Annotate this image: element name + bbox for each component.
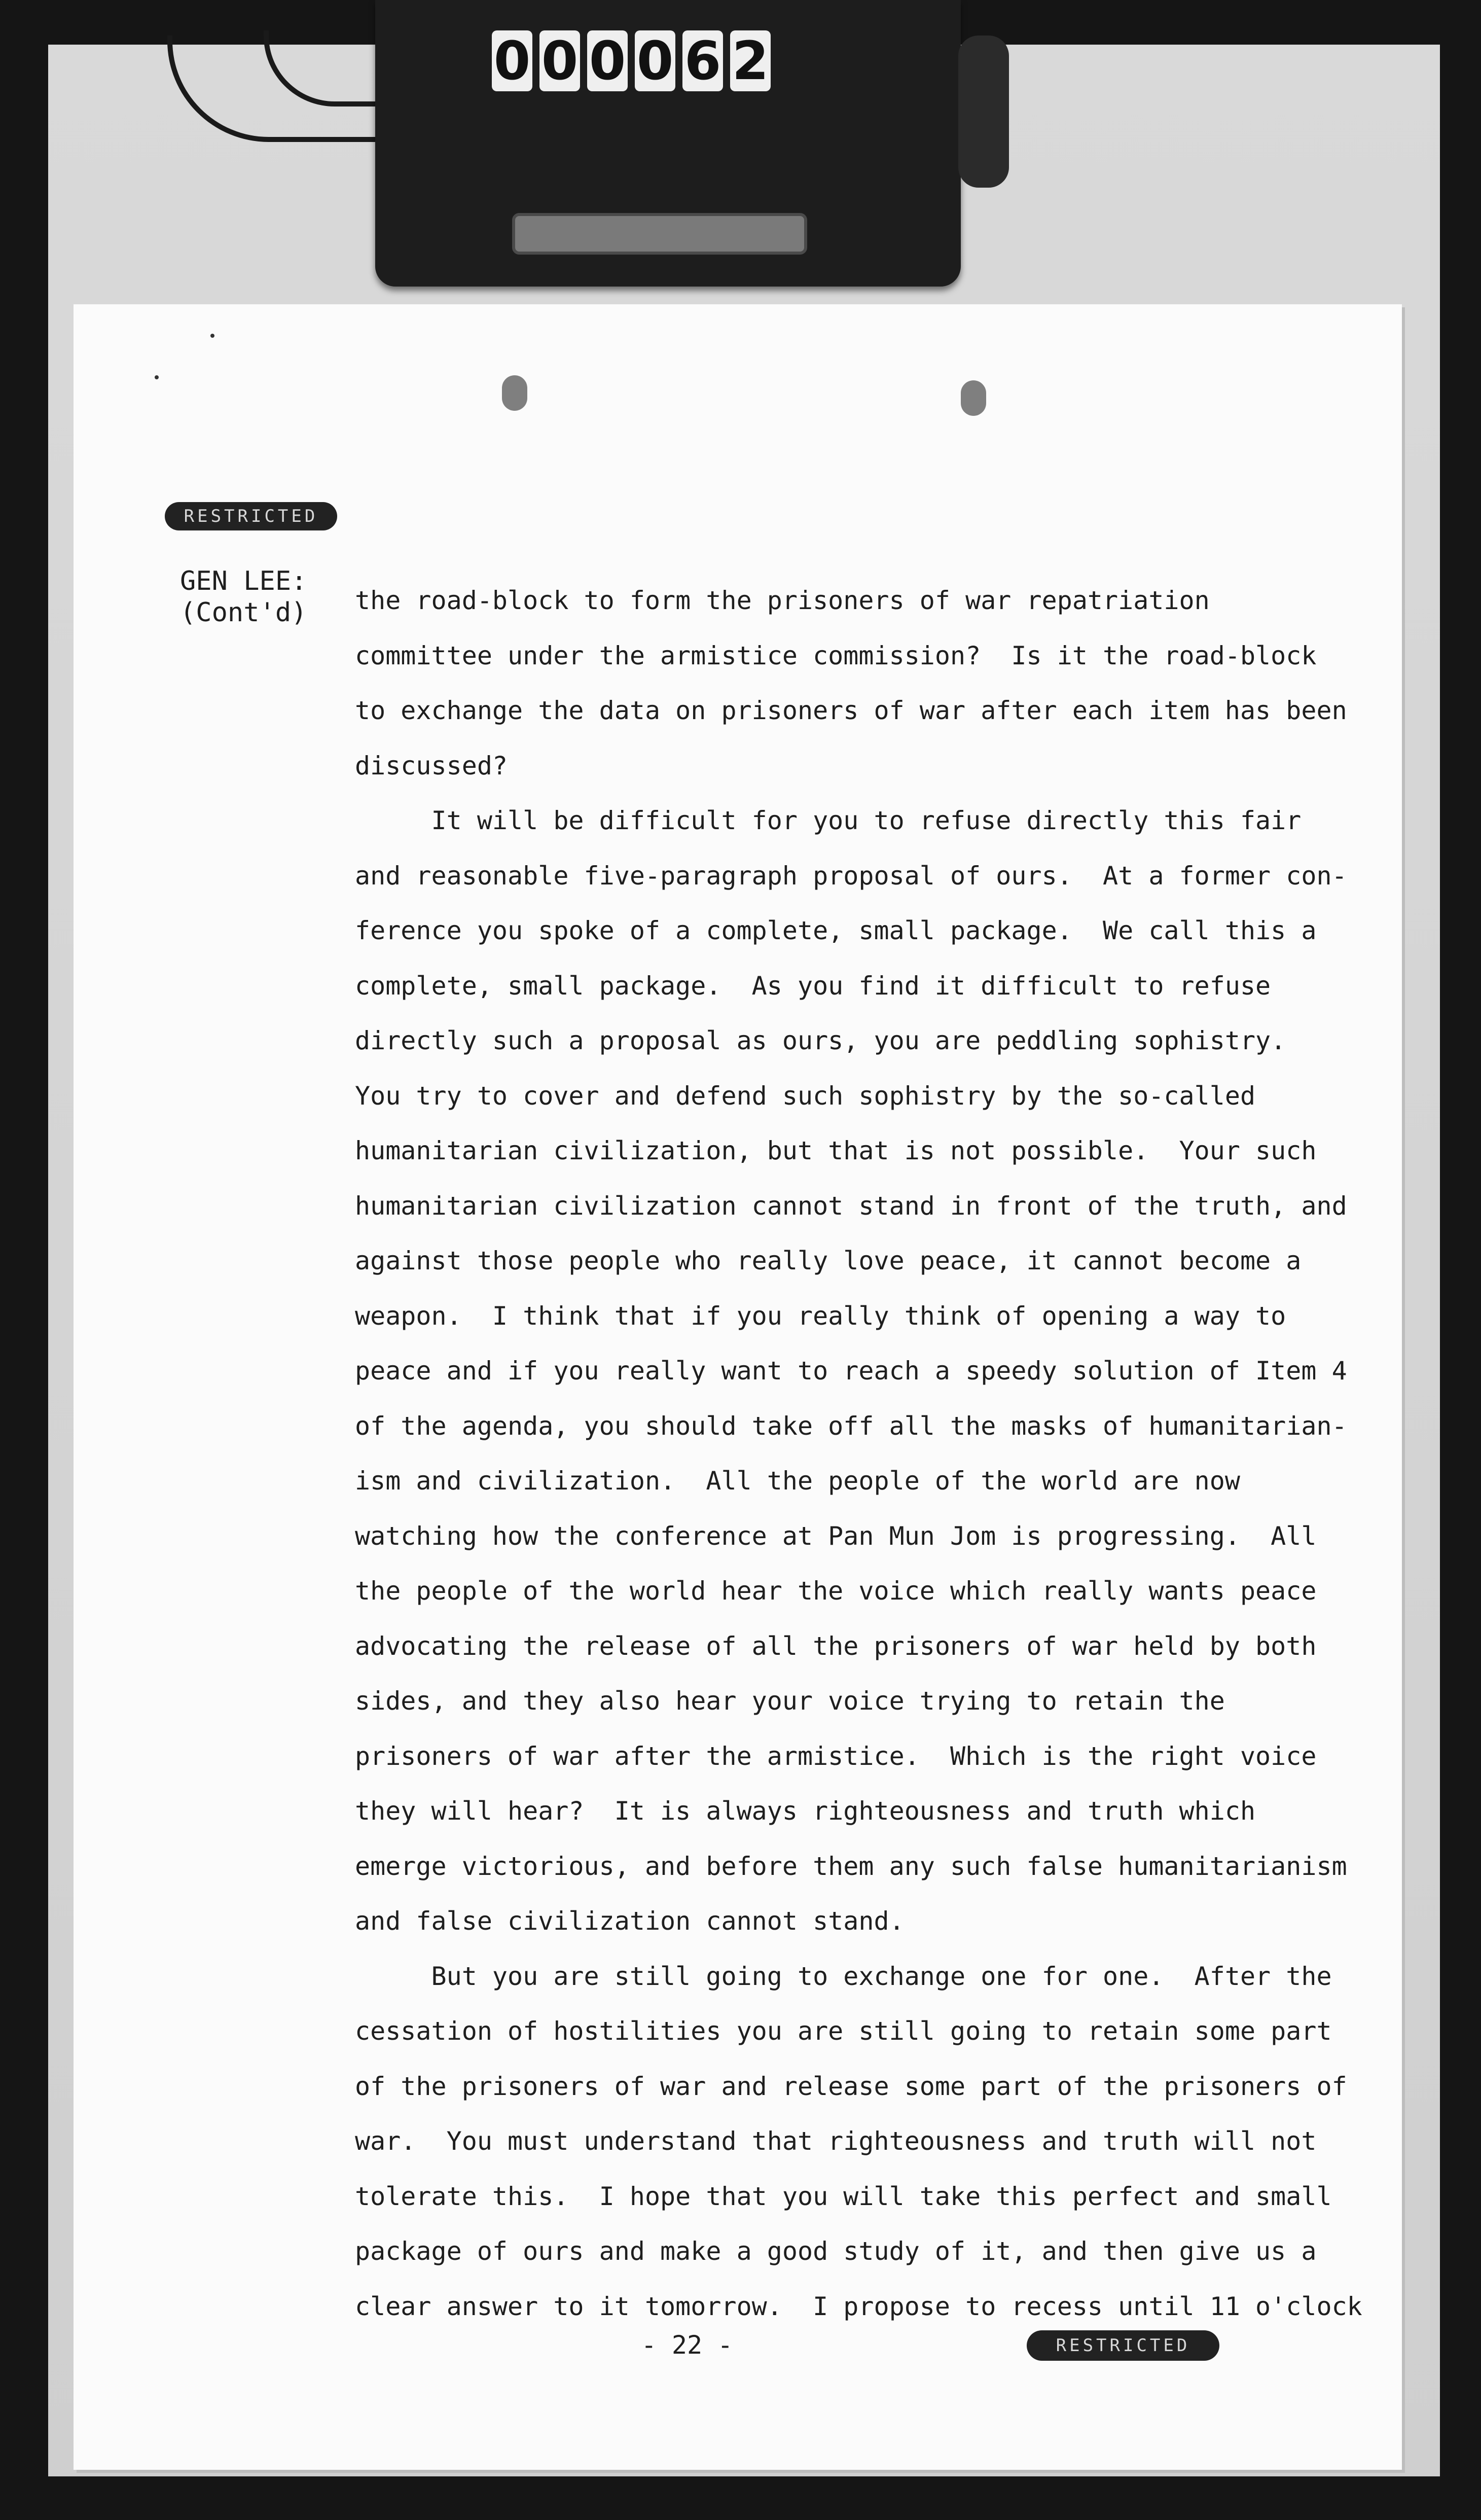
transcript-line: they will hear? It is always righteousness and truth which xyxy=(355,1796,1256,1826)
transcript-line: to exchange the data on prisoners of war after each item has been xyxy=(355,696,1347,725)
transcript-line: of the agenda, you should take off all the masks of humanitarian- xyxy=(355,1411,1347,1441)
dust-speck xyxy=(155,375,159,379)
transcript-line: ism and civilization. All the people of the world are now xyxy=(355,1466,1240,1496)
punch-hole xyxy=(961,380,986,416)
counter-digit: 0 xyxy=(492,30,532,91)
speaker-name: GEN LEE: xyxy=(180,566,307,596)
transcript-line: war. You must understand that righteousness and truth will not xyxy=(355,2126,1317,2156)
transcript-line: the people of the world hear the voice which really wants peace xyxy=(355,1576,1317,1606)
page-number: - 22 - xyxy=(641,2330,733,2360)
transcript-line: watching how the conference at Pan Mun Jom is progressing. All xyxy=(355,1521,1317,1551)
transcript-line: tolerate this. I hope that you will take this perfect and small xyxy=(355,2181,1332,2211)
speaker-continuation: (Cont'd) xyxy=(180,597,307,628)
counter-digit: 0 xyxy=(539,30,580,91)
transcript-line: weapon. I think that if you really think of opening a way to xyxy=(355,1301,1286,1331)
transcript-line: humanitarian civilization cannot stand in front of the truth, and xyxy=(355,1191,1347,1221)
transcript-line: ference you spoke of a complete, small package. We call this a xyxy=(355,916,1317,945)
transcript-line: of the prisoners of war and release some part of the prisoners of xyxy=(355,2071,1347,2101)
redacted-classification-mark: RESTRICTED xyxy=(1027,2330,1219,2361)
counter-digit: 6 xyxy=(682,30,723,91)
counter-digit: 0 xyxy=(635,30,675,91)
transcript-line: advocating the release of all the prisoners of war held by both xyxy=(355,1631,1317,1661)
transcript-line: cessation of hostilities you are still going to retain some part xyxy=(355,2016,1332,2046)
transcript-line: clear answer to it tomorrow. I propose to recess until 11 o'clock xyxy=(355,2291,1362,2321)
transcript-line: You try to cover and defend such sophistry by the so-called xyxy=(355,1081,1256,1111)
transcript-body xyxy=(355,573,1362,2334)
frame-counter-device xyxy=(375,0,961,287)
document-page xyxy=(74,304,1402,2470)
transcript-line: prisoners of war after the armistice. Which is the right voice xyxy=(355,1741,1317,1771)
transcript-line: directly such a proposal as ours, you are peddling sophistry. xyxy=(355,1026,1286,1055)
transcript-line: complete, small package. As you find it difficult to refuse xyxy=(355,971,1271,1001)
transcript-line: peace and if you really want to reach a speedy solution of Item 4 xyxy=(355,1356,1347,1386)
transcript-line: and false civilization cannot stand. xyxy=(355,1906,905,1936)
speaker-label xyxy=(180,565,312,628)
transcript-line: the road-block to form the prisoners of war repatriation xyxy=(355,586,1210,615)
counter-knob xyxy=(958,36,1009,188)
transcript-line: humanitarian civilization, but that is not possible. Your such xyxy=(355,1136,1317,1165)
redacted-classification-mark: RESTRICTED xyxy=(165,502,337,530)
punch-hole xyxy=(502,375,527,411)
transcript-line: and reasonable five-paragraph proposal of ours. At a former con- xyxy=(355,861,1347,891)
transcript-line: package of ours and make a good study of it, and then give us a xyxy=(355,2237,1317,2266)
dust-speck xyxy=(210,334,214,338)
frame-counter-window xyxy=(492,30,832,96)
transcript-line: sides, and they also hear your voice trying to retain the xyxy=(355,1686,1225,1716)
transcript-line: emerge victorious, and before them any such false humanitarianism xyxy=(355,1851,1347,1881)
counter-digit: 0 xyxy=(587,30,628,91)
transcript-line: discussed? xyxy=(355,751,508,780)
transcript-line: But you are still going to exchange one for one. After the xyxy=(355,1961,1332,1991)
counter-nameplate xyxy=(512,213,807,255)
counter-digit: 2 xyxy=(730,30,771,91)
transcript-line: committee under the armistice commission? Is it the road-block xyxy=(355,641,1317,670)
transcript-line: against those people who really love peace, it cannot become a xyxy=(355,1246,1302,1275)
transcript-line: It will be difficult for you to refuse directly this fair xyxy=(355,806,1302,835)
